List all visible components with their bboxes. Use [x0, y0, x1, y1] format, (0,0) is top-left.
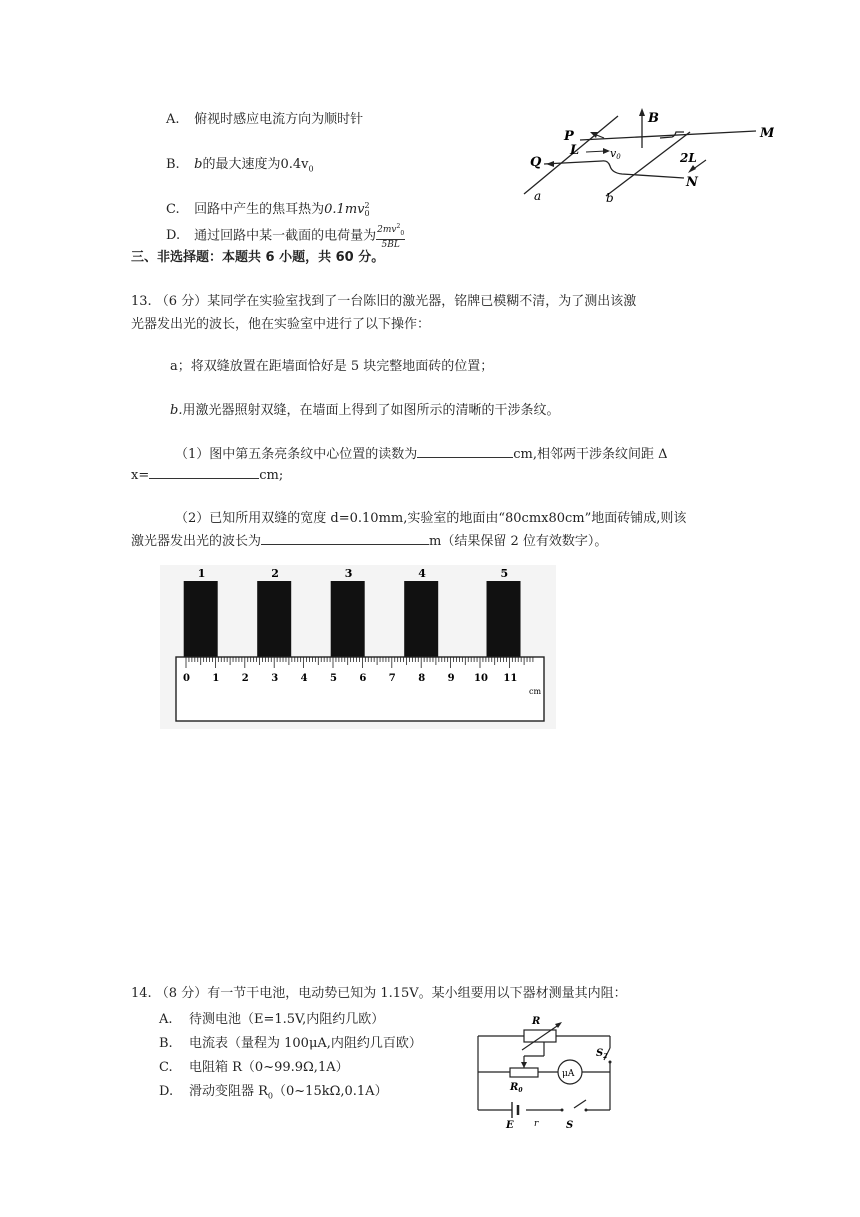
ruler-tick-label: 6: [359, 673, 367, 684]
bright-fringe: [487, 581, 521, 657]
current-arrowhead-right: [688, 165, 696, 173]
q14-option-d: D. 滑动变阻器 $R_0(0\sim 15k\Omega,0.1A)$: [159, 1084, 388, 1101]
q13-stem-line1: 13. （6 分）某同学在实验室找到了一台陈旧的激光器，铭牌已模糊不清，为了测出该激: [131, 294, 637, 309]
ruler-tick-label: 5: [330, 673, 337, 684]
label-b: b: [606, 191, 614, 205]
label-r: R: [532, 1016, 541, 1027]
label-v0: v0: [610, 147, 621, 161]
fringe-label: 1: [197, 567, 206, 580]
q13-part1-line2: x= cm;: [131, 468, 284, 483]
label-r0: $R_0$: [510, 1082, 523, 1094]
ruler-tick-label: 2: [241, 673, 249, 684]
ruler-tick-label: 11: [503, 673, 518, 684]
fringe-ruler-figure: [158, 563, 558, 731]
charge-fraction: $\frac{2mv^2_0}{5BL}$: [377, 223, 405, 250]
q13-part2-line1: （2）已知所用双缝的宽度 d=0.10mm,实验室的地面由“80cmx80cm”地面砖铺成,则该: [175, 511, 687, 526]
bright-fringe: [331, 581, 365, 657]
ruler-tick-label: 7: [388, 673, 396, 684]
label-m: M: [760, 126, 774, 141]
option-b: [166, 153, 314, 174]
ruler-tick-label: 3: [271, 673, 279, 684]
label-a: a: [534, 189, 542, 203]
q13-step-a: a；将双缝放置在距墙面恰好是 5 块完整地面砖的位置；: [170, 359, 494, 374]
ruler-tick-label: 8: [418, 673, 426, 684]
q14-option-a: A. 待测电池（E=1.5V,内阻约几欧）: [159, 1012, 385, 1027]
fringe-label: 5: [500, 567, 509, 580]
option-letter: A.: [166, 112, 180, 127]
resistance-box-r: [524, 1030, 556, 1042]
q13-step-b-letter: b.: [170, 403, 183, 418]
label-s: S: [566, 1120, 574, 1131]
label-internal-r: r: [534, 1119, 539, 1129]
label-n: N: [686, 175, 698, 190]
label-q: Q: [530, 155, 542, 170]
label-s2: $S_2$: [596, 1048, 608, 1060]
option-sub: 0: [364, 208, 370, 218]
option-letter: C.: [166, 202, 180, 217]
option-formula: 0.1mv: [324, 202, 365, 217]
option-letter: D.: [166, 228, 181, 244]
q13-step-b: [170, 399, 559, 418]
option-a: [166, 108, 363, 127]
answer-blank-fringe-spacing[interactable]: [149, 466, 259, 479]
option-c: [166, 198, 370, 218]
circuit-figure: [470, 1012, 620, 1132]
label-2l: 2L: [680, 151, 697, 165]
v0-arrowhead: [603, 148, 610, 154]
rheostat-r0: [510, 1068, 538, 1077]
fringe-label: 3: [344, 567, 353, 580]
ruler-tick-label: 4: [300, 673, 308, 684]
current-arrowhead-top: [590, 132, 598, 138]
option-sub: 0: [308, 164, 314, 174]
option-letter: B.: [166, 157, 180, 172]
ruler-tick-label: 9: [447, 673, 455, 684]
b-field-arrowhead: [639, 108, 645, 116]
q13-stem-line2: 光器发出光的波长，他在实验室中进行了以下操作：: [131, 317, 431, 332]
section-title: 三、非选择题：本题共 6 小题，共 60 分。: [131, 250, 385, 265]
rail-figure: [512, 104, 774, 206]
microammeter-label: μA: [562, 1069, 575, 1079]
q14-option-b: B. 电流表（量程为 100μA,内阻约几百欧）: [159, 1036, 422, 1051]
bright-fringe: [404, 581, 438, 657]
label-l: L: [570, 143, 580, 158]
option-text: 的最大速度为0.4v: [202, 157, 309, 172]
ruler-tick-label: 1: [212, 673, 220, 684]
option-text: 回路中产生的焦耳热为: [194, 202, 325, 217]
q13-step-b-text: 用激光器照射双缝，在墙面上得到了如图所示的清晰的干涉条纹。: [182, 403, 560, 418]
option-sup: 2: [364, 200, 370, 210]
option-text: 俯视时感应电流方向为顺时针: [194, 112, 364, 127]
label-b-field: B: [648, 111, 659, 126]
q13-part1-line1: （1）图中第五条亮条纹中心位置的读数为 cm,相邻两干涉条纹间距 Δ: [175, 447, 668, 462]
ruler-tick-label: 0: [183, 673, 190, 684]
fringe-label: 4: [418, 567, 426, 580]
bright-fringe: [257, 581, 291, 657]
ruler-body: [176, 657, 544, 721]
q14-option-c: C. 电阻箱 R（0~99.9Ω,1A）: [159, 1060, 349, 1075]
option-text: 通过回路中某一截面的电荷量为: [194, 228, 377, 244]
current-arrowhead-left: [546, 161, 554, 167]
q13-part2-line2: 激光器发出光的波长为 m（结果保留 2 位有效数字）。: [131, 534, 608, 549]
ruler-tick-label: 10: [474, 673, 488, 684]
ruler-unit: cm: [529, 687, 542, 696]
fringe-label: 2: [271, 567, 279, 580]
q14-stem: 14. （8 分）有一节干电池，电动势已知为 1.15V。某小组要用以下器材测量其内阻：: [131, 986, 627, 1001]
option-text-var: b: [194, 157, 203, 172]
label-e: E: [506, 1120, 514, 1131]
bright-fringe: [184, 581, 218, 657]
answer-blank-wavelength[interactable]: [261, 532, 429, 545]
label-p: P: [564, 129, 574, 144]
answer-blank-fifth-fringe[interactable]: [417, 445, 513, 458]
